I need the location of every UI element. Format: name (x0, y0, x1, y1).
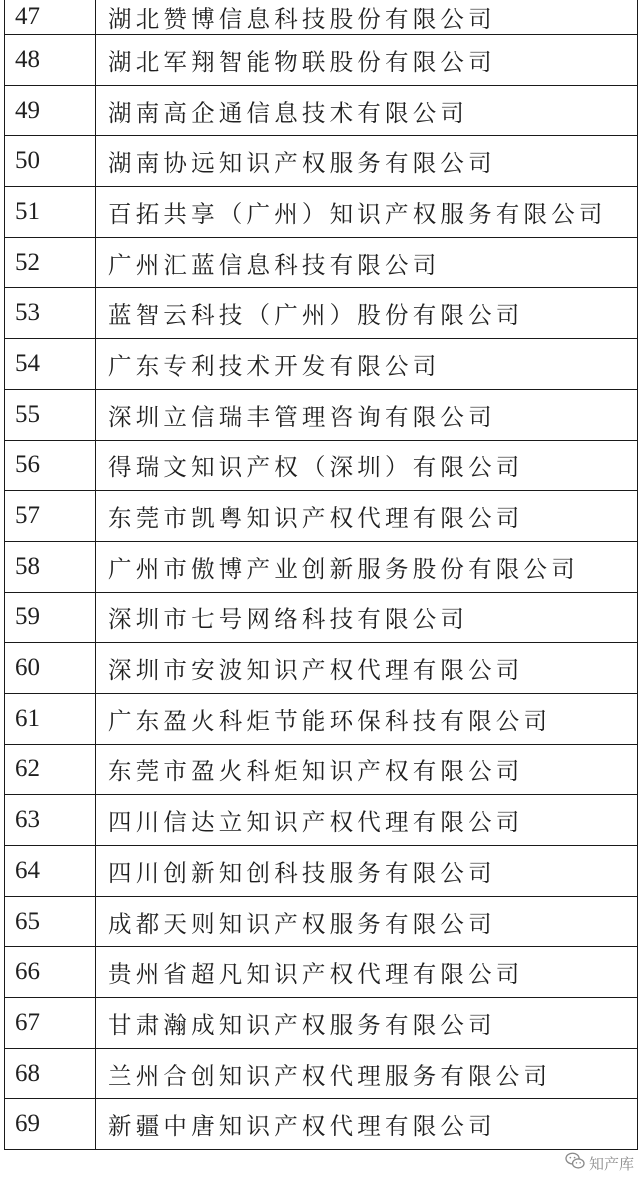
table-row (5, 35, 638, 86)
company-name: 广东盈火科炬节能环保科技有限公司 (96, 693, 638, 744)
row-number: 48 (5, 35, 96, 86)
company-name: 深圳市安波知识产权代理有限公司 (96, 643, 638, 694)
table-row (5, 389, 638, 440)
row-number: 49 (5, 85, 96, 136)
row-number: 63 (5, 795, 96, 846)
company-name: 四川创新知创科技服务有限公司 (96, 846, 638, 897)
table-row (5, 85, 638, 136)
company-name: 成都天则知识产权服务有限公司 (96, 896, 638, 947)
table-row (5, 440, 638, 491)
company-name: 甘肃瀚成知识产权服务有限公司 (96, 998, 638, 1049)
company-name: 广州汇蓝信息科技有限公司 (96, 237, 638, 288)
company-name: 湖北军翔智能物联股份有限公司 (96, 35, 638, 86)
company-name: 东莞市盈火科炬知识产权有限公司 (96, 744, 638, 795)
company-name: 四川信达立知识产权代理有限公司 (96, 795, 638, 846)
company-table-container (4, 0, 638, 1150)
row-number: 65 (5, 896, 96, 947)
row-number: 50 (5, 136, 96, 187)
table-row (5, 1048, 638, 1099)
row-number: 56 (5, 440, 96, 491)
company-name: 东莞市凯粤知识产权代理有限公司 (96, 491, 638, 542)
company-name: 湖北赞博信息科技股份有限公司 (96, 0, 638, 35)
table-row (5, 237, 638, 288)
row-number: 57 (5, 491, 96, 542)
table-row (5, 187, 638, 238)
company-table-body (5, 0, 638, 1150)
row-number: 67 (5, 998, 96, 1049)
row-number: 62 (5, 744, 96, 795)
row-number: 54 (5, 339, 96, 390)
company-name: 湖南高企通信息技术有限公司 (96, 85, 638, 136)
table-row (5, 491, 638, 542)
row-number: 69 (5, 1099, 96, 1150)
row-number: 68 (5, 1048, 96, 1099)
table-row (5, 896, 638, 947)
company-name: 贵州省超凡知识产权代理有限公司 (96, 947, 638, 998)
company-name: 深圳市七号网络科技有限公司 (96, 592, 638, 643)
table-row (5, 592, 638, 643)
table-row (5, 0, 638, 35)
company-name: 蓝智云科技（广州）股份有限公司 (96, 288, 638, 339)
table-row (5, 947, 638, 998)
company-name: 广东专利技术开发有限公司 (96, 339, 638, 390)
row-number: 60 (5, 643, 96, 694)
wechat-icon (565, 1152, 585, 1174)
row-number: 55 (5, 389, 96, 440)
row-number: 51 (5, 187, 96, 238)
table-row (5, 136, 638, 187)
company-name: 湖南协远知识产权服务有限公司 (96, 136, 638, 187)
company-name: 百拓共享（广州）知识产权服务有限公司 (96, 187, 638, 238)
row-number: 59 (5, 592, 96, 643)
table-row (5, 693, 638, 744)
row-number: 66 (5, 947, 96, 998)
table-row (5, 795, 638, 846)
company-name: 兰州合创知识产权代理服务有限公司 (96, 1048, 638, 1099)
company-name: 新疆中唐知识产权代理有限公司 (96, 1099, 638, 1150)
row-number: 58 (5, 541, 96, 592)
row-number: 53 (5, 288, 96, 339)
table-row (5, 744, 638, 795)
table-row (5, 1099, 638, 1150)
table-row (5, 643, 638, 694)
company-name: 深圳立信瑞丰管理咨询有限公司 (96, 389, 638, 440)
table-row (5, 846, 638, 897)
row-number: 52 (5, 237, 96, 288)
table-row (5, 339, 638, 390)
watermark (561, 1150, 638, 1176)
row-number: 61 (5, 693, 96, 744)
table-row (5, 288, 638, 339)
watermark-text: 知产库 (588, 1154, 634, 1173)
row-number: 47 (5, 0, 96, 35)
row-number: 64 (5, 846, 96, 897)
company-name: 得瑞文知识产权（深圳）有限公司 (96, 440, 638, 491)
table-row (5, 541, 638, 592)
company-table (4, 0, 638, 1150)
table-row (5, 998, 638, 1049)
company-name: 广州市傲博产业创新服务股份有限公司 (96, 541, 638, 592)
